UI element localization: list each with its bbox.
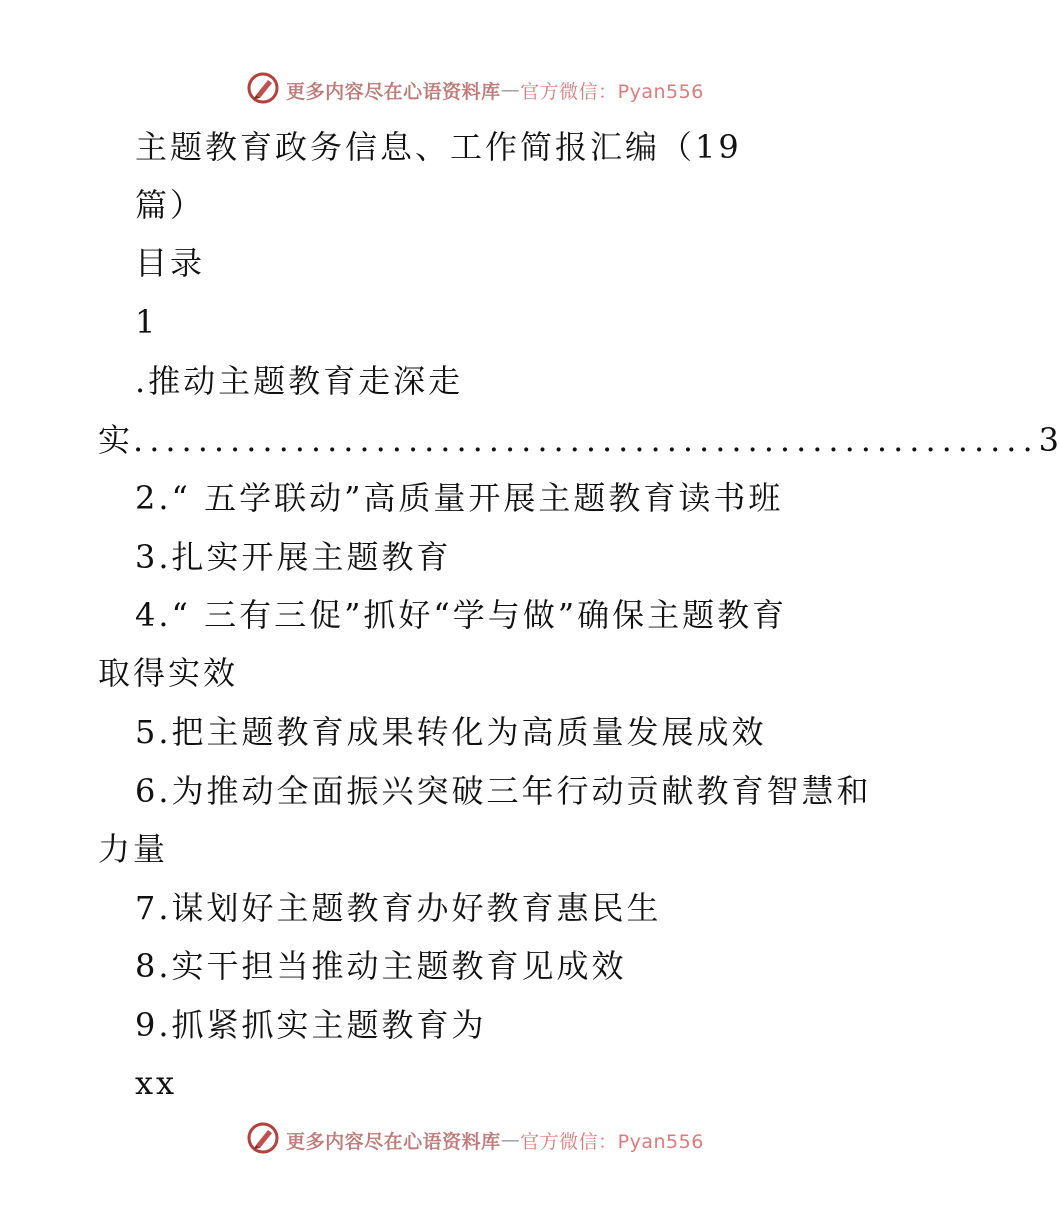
doc-title-line-1: 主题教育政务信息、工作简报汇编（19 xyxy=(135,128,742,166)
toc-item-9[interactable]: 9.抓紧抓实主题教育为 xyxy=(135,1006,487,1044)
toc-item-6-continued[interactable]: 力量 xyxy=(98,830,169,868)
watermark-contact: 官方微信：Pyan556 xyxy=(520,1130,704,1153)
toc-item-1-text-continued: 实 xyxy=(98,421,134,459)
watermark-contact: 官方微信：Pyan556 xyxy=(520,80,704,103)
doc-title-line-2: 篇） xyxy=(135,186,206,224)
toc-item-4-continued[interactable]: 取得实效 xyxy=(98,654,239,692)
watermark-text: 更多内容尽在心语资料库 xyxy=(286,80,501,103)
toc-item-5[interactable]: 5.把主题教育成果转化为高质量发展成效 xyxy=(135,713,767,751)
watermark-dash: — xyxy=(500,1129,521,1151)
watermark-footer xyxy=(0,1120,950,1160)
toc-item-4[interactable]: 4.“ 三有三促”抓好“学与做”确保主题教育 xyxy=(135,596,788,634)
toc-item-1-page: 3 xyxy=(1038,421,1059,459)
watermark-header xyxy=(0,70,950,110)
pen-logo-icon xyxy=(246,71,280,110)
pen-logo-icon xyxy=(246,1121,280,1160)
toc-item-7[interactable]: 7.谋划好主题教育办好教育惠民生 xyxy=(135,889,662,927)
toc-item-8[interactable]: 8.实干担当推动主题教育见成效 xyxy=(135,947,627,985)
toc-item-2[interactable]: 2.“ 五学联动”高质量开展主题教育读书班 xyxy=(135,479,784,517)
watermark-text: 更多内容尽在心语资料库 xyxy=(286,1130,501,1153)
toc-item-9-continued[interactable]: xx xyxy=(135,1064,178,1102)
toc-item-3[interactable]: 3.扎实开展主题教育 xyxy=(135,538,452,576)
toc-leader-dots: ........................................................ xyxy=(133,421,1039,459)
toc-item-1-leader-line[interactable] xyxy=(98,420,1059,460)
toc-item-6[interactable]: 6.为推动全面振兴突破三年行动贡献教育智慧和 xyxy=(135,772,872,810)
toc-heading: 目录 xyxy=(135,244,206,282)
toc-item-1-number: 1 xyxy=(135,303,159,341)
watermark-dash: — xyxy=(500,79,521,101)
toc-item-1-text: .推动主题教育走深走 xyxy=(135,362,464,400)
